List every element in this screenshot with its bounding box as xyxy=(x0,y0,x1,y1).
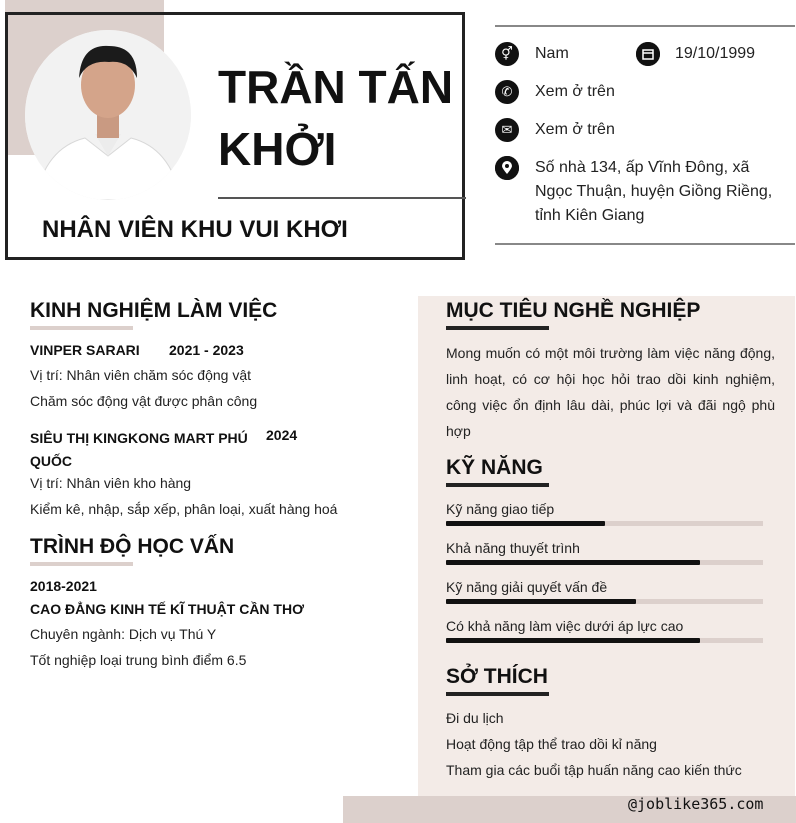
email-text: Xem ở trên xyxy=(535,121,615,138)
job-position: Vị trí: Nhân viên kho hàng xyxy=(30,475,192,491)
skill-bar-fill xyxy=(446,638,700,643)
phone-icon: ✆ xyxy=(495,80,519,104)
skill-label: Kỹ năng giải quyết vấn đề xyxy=(446,579,608,595)
location-icon xyxy=(495,156,519,180)
education-result: Tốt nghiệp loại trung bình điểm 6.5 xyxy=(30,652,247,668)
skill-bar xyxy=(446,638,763,643)
job-period: 2024 xyxy=(266,427,298,443)
hobby-item: Đi du lịch xyxy=(446,710,504,726)
address-line: tỉnh Kiên Giang xyxy=(535,207,645,224)
address-line: Số nhà 134, ấp Vĩnh Đông, xã xyxy=(535,159,750,176)
address-text xyxy=(535,156,785,228)
skill-label: Kỹ năng giao tiếp xyxy=(446,501,555,517)
skill-bar-fill xyxy=(446,521,605,526)
birthday-text: 19/10/1999 xyxy=(675,45,756,62)
skill-bar-fill xyxy=(446,599,636,604)
job-period: 2021 - 2023 xyxy=(169,342,244,358)
job-title: NHÂN VIÊN KHU VUI KHƠI xyxy=(42,216,348,243)
skills-title: KỸ NĂNG xyxy=(446,456,543,479)
skills-title-underline xyxy=(446,483,549,487)
name-divider xyxy=(218,197,466,199)
hobby-item: Tham gia các buổi tập huấn năng cao kiến thức xyxy=(446,762,742,778)
hobbies-title-underline xyxy=(446,692,549,696)
job-company: VINPER SARARI xyxy=(30,342,140,358)
job-description: Kiểm kê, nhập, sắp xếp, phân loại, xuất hàng hoá xyxy=(30,501,338,517)
education-school: CAO ĐẲNG KINH TẾ KĨ THUẬT CẦN THƠ xyxy=(30,601,305,617)
name-line-2: KHỞI xyxy=(218,123,337,175)
job-company xyxy=(30,427,260,473)
job-position: Vị trí: Nhân viên chăm sóc động vật xyxy=(30,367,251,383)
job-company-line: SIÊU THỊ KINGKONG MART PHÚ xyxy=(30,430,248,446)
job-company-line: QUỐC xyxy=(30,453,72,469)
skill-bar-fill xyxy=(446,560,700,565)
skill-bar xyxy=(446,599,763,604)
education-period: 2018-2021 xyxy=(30,578,97,594)
contact-bottom-divider xyxy=(495,243,795,245)
hobbies-title: SỞ THÍCH xyxy=(446,665,548,688)
skill-label: Khả năng thuyết trình xyxy=(446,540,580,556)
job-description: Chăm sóc động vật được phân công xyxy=(30,393,258,409)
objective-title-underline xyxy=(446,326,549,330)
education-major: Chuyên ngành: Dịch vụ Thú Y xyxy=(30,626,217,642)
address-line: Ngọc Thuận, huyện Giồng Riềng, xyxy=(535,183,773,200)
avatar xyxy=(25,30,191,200)
phone-text: Xem ở trên xyxy=(535,83,615,100)
education-title-underline xyxy=(30,562,133,566)
watermark: @joblike365.com xyxy=(628,795,764,813)
skill-label: Có khả năng làm việc dưới áp lực cao xyxy=(446,618,684,634)
skill-bar xyxy=(446,560,763,565)
objective-text: Mong muốn có một môi trường làm việc năng động, linh hoạt, có cơ hội học hỏi trao dồi kinh nghiệm, công việc ổn định lâu dài, phúc lợi và đãi ngộ phù hợp xyxy=(446,345,775,439)
experience-title: KINH NGHIỆM LÀM VIỆC xyxy=(30,299,278,322)
candidate-name xyxy=(218,56,458,180)
hobby-item: Hoạt động tập thể trao dồi kỉ năng xyxy=(446,736,657,752)
contact-top-divider xyxy=(495,25,795,27)
calendar-icon xyxy=(636,42,660,66)
skill-bar xyxy=(446,521,763,526)
experience-title-underline xyxy=(30,326,133,330)
gender-text: Nam xyxy=(535,45,569,62)
gender-icon: ⚥ xyxy=(495,42,519,66)
education-title: TRÌNH ĐỘ HỌC VẤN xyxy=(30,535,235,558)
mail-icon: ✉ xyxy=(495,118,519,142)
objective-title: MỤC TIÊU NGHỀ NGHIỆP xyxy=(446,299,701,322)
name-line-1: TRẦN TẤN xyxy=(218,61,454,113)
